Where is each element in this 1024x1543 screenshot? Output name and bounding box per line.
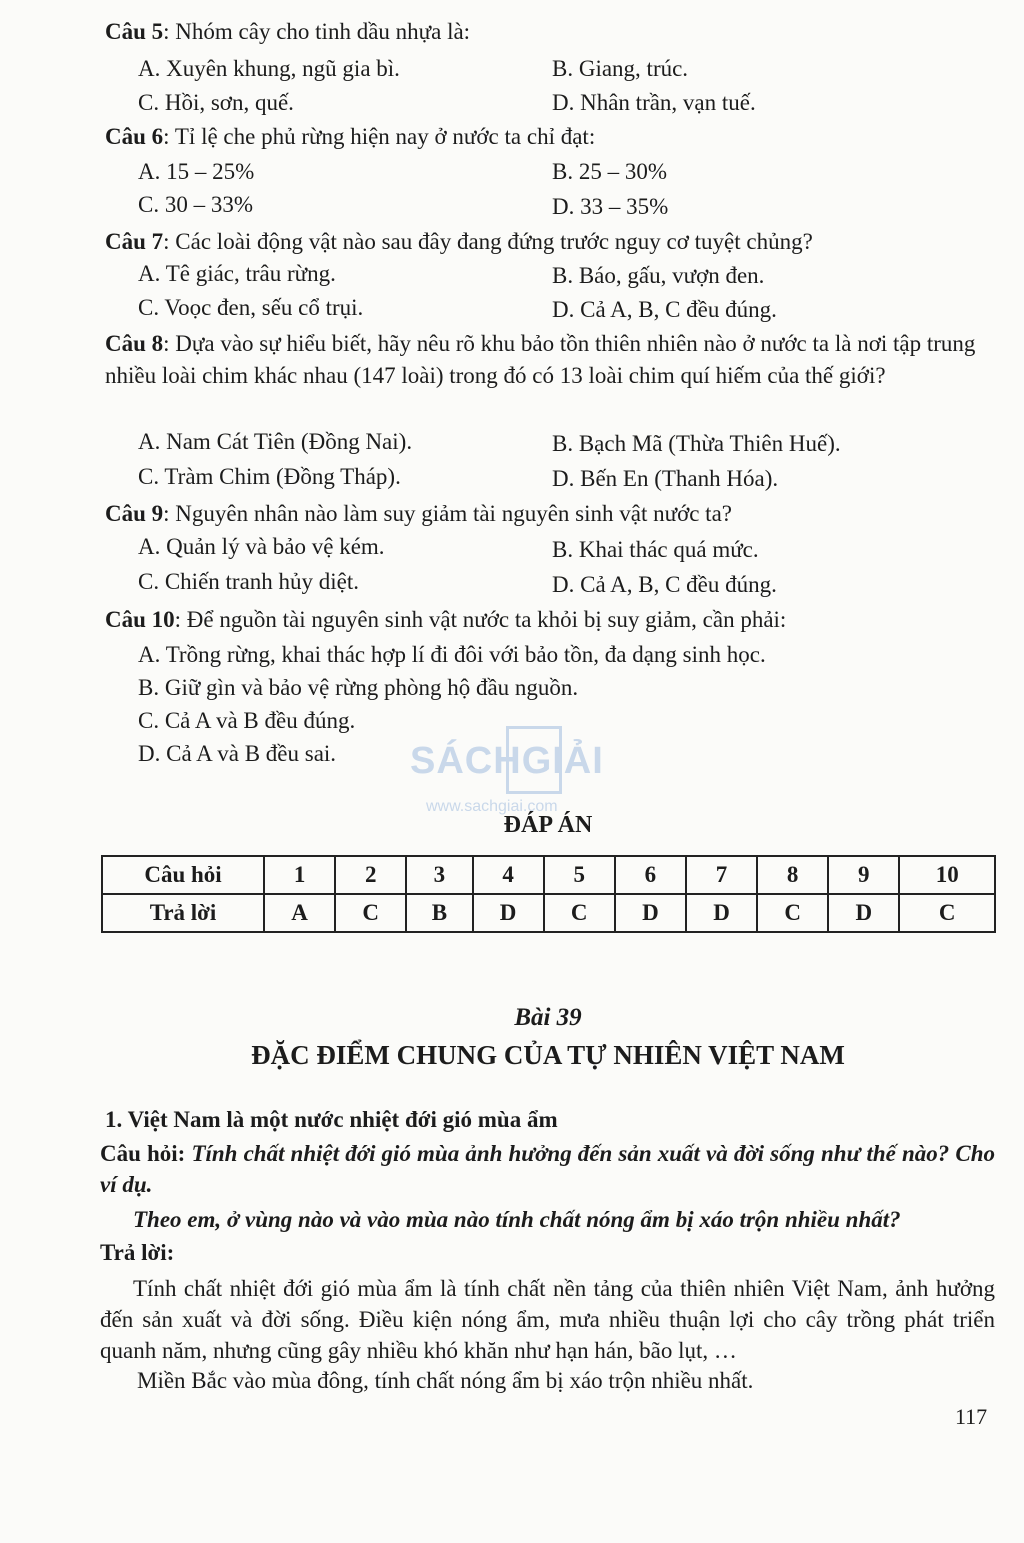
question-label: Câu 6 — [105, 124, 164, 149]
option-b: B. Bạch Mã (Thừa Thiên Huế). — [552, 431, 841, 456]
question-label: Câu 9 — [105, 501, 164, 526]
option-a: A. Xuyên khung, ngũ gia bì. — [138, 56, 400, 81]
answer-table — [101, 855, 996, 933]
answer-letter-cell: C — [757, 894, 828, 932]
option-d: D. Cả A và B đều sai. — [138, 741, 337, 766]
question-label: Câu 10 — [105, 607, 175, 632]
answer-label: Trả lời: — [100, 1240, 175, 1265]
option-a: A. Trồng rừng, khai thác hợp lí đi đôi với bảo tồn, đa dạng sinh học. — [138, 642, 766, 667]
page-number: 117 — [955, 1404, 988, 1429]
answer-letter-cell: D — [473, 894, 544, 932]
table-row — [102, 856, 995, 894]
question-label: Câu 7 — [105, 229, 164, 254]
answer-letter-cell: A — [264, 894, 335, 932]
answer-letter-cell: C — [899, 894, 995, 932]
option-c: C. Chiến tranh hủy diệt. — [138, 569, 360, 594]
lesson-question — [100, 1138, 995, 1200]
question-5 — [105, 16, 1000, 48]
question-text: : Nguyên nhân nào làm suy giảm tài nguyên sinh vật nước ta? — [163, 501, 732, 526]
question-number-cell: 9 — [828, 856, 899, 894]
watermark-brand: SÁCHGIẢI — [410, 740, 604, 782]
answer-paragraph-1: Tính chất nhiệt đới gió mùa ẩm là tính chất nền tảng của thiên nhiên Việt Nam, ảnh hưởng đến sản xuất và đời sống. Điều kiện nóng ẩm, mưa nhiều thuận lợi cho cây trồng phát triển quanh năm, nhưng cũng gây nhiều khó khăn như hạn hán, bão lụt, … — [100, 1276, 995, 1363]
answer-letter-cell: D — [615, 894, 686, 932]
option-b: B. Khai thác quá mức. — [552, 537, 759, 562]
option-d: D. Bến En (Thanh Hóa). — [552, 466, 779, 491]
answer-title: ĐÁP ÁN — [503, 812, 593, 838]
row-header: Câu hỏi — [102, 856, 264, 894]
option-b: B. Giữ gìn và bảo vệ rừng phòng hộ đầu nguồn. — [138, 675, 579, 700]
question-number-cell: 4 — [473, 856, 544, 894]
question-10 — [105, 604, 1000, 636]
question-label: Câu 8 — [105, 331, 164, 356]
option-b: B. 25 – 30% — [552, 159, 667, 184]
question-number-cell: 5 — [544, 856, 615, 894]
answer-letter-cell: D — [686, 894, 757, 932]
question-number-cell: 10 — [899, 856, 995, 894]
option-c: C. Hồi, sơn, quế. — [138, 90, 294, 115]
question-7 — [105, 226, 1000, 258]
question-9 — [105, 498, 1000, 530]
answer-paragraph-2: Miền Bắc vào mùa đông, tính chất nóng ẩm bị xáo trộn nhiều nhất. — [137, 1368, 754, 1393]
answer-letter-cell: D — [828, 894, 899, 932]
question-number-cell: 2 — [335, 856, 406, 894]
question-number-cell: 7 — [686, 856, 757, 894]
question-text: : Để nguồn tài nguyên sinh vật nước ta khỏi bị suy giảm, cần phải: — [174, 607, 787, 632]
option-d: D. Cả A, B, C đều đúng. — [552, 297, 777, 322]
section-heading: 1. Việt Nam là một nước nhiệt đới gió mùa ẩm — [105, 1107, 558, 1132]
question-8 — [105, 328, 1000, 392]
lesson-number: Bài 39 — [514, 1004, 582, 1031]
lesson-question-2: Theo em, ở vùng nào và vào mùa nào tính chất nóng ẩm bị xáo trộn nhiều nhất? — [133, 1207, 901, 1232]
option-c: C. Tràm Chim (Đồng Tháp). — [138, 464, 401, 489]
question-text: : Các loài động vật nào sau đây đang đứng trước nguy cơ tuyệt chủng? — [163, 229, 813, 254]
question-text: Tính chất nhiệt đới gió mùa ảnh hưởng đến sản xuất và đời sống như thế nào? Cho ví dụ. — [100, 1141, 995, 1197]
question-number-cell: 3 — [406, 856, 472, 894]
table-row — [102, 894, 995, 932]
watermark-logo — [410, 722, 620, 822]
option-c: C. 30 – 33% — [138, 192, 253, 217]
question-number-cell: 1 — [264, 856, 335, 894]
option-a: A. Tê giác, trâu rừng. — [138, 261, 336, 286]
answer-letter-cell: C — [335, 894, 406, 932]
question-text: : Nhóm cây cho tinh dầu nhựa là: — [163, 19, 471, 44]
option-b: B. Giang, trúc. — [552, 56, 689, 81]
watermark-url: www.sachgiai.com — [426, 798, 558, 815]
option-d: D. Nhân trần, vạn tuế. — [552, 90, 756, 115]
option-a: A. Nam Cát Tiên (Đồng Nai). — [138, 429, 413, 454]
option-a: A. 15 – 25% — [138, 159, 255, 184]
question-label: Câu hỏi: — [100, 1141, 186, 1166]
question-label: Câu 5 — [105, 19, 164, 44]
answer-letter-cell: B — [406, 894, 472, 932]
option-b: B. Báo, gấu, vượn đen. — [552, 263, 765, 288]
option-c: C. Voọc đen, sếu cổ trụi. — [138, 295, 364, 320]
question-text: : Dựa vào sự hiểu biết, hãy nêu rõ khu bảo tồn thiên nhiên nào ở nước ta là nơi tập trung nhiều loài chim khác nhau (147 loài) trong đó có 13 loài chim quí hiếm của thế giới? — [105, 331, 976, 388]
lesson-title: ĐẶC ĐIỂM CHUNG CỦA TỰ NHIÊN VIỆT NAM — [251, 1040, 845, 1070]
option-c: C. Cả A và B đều đúng. — [138, 708, 356, 733]
question-6 — [105, 121, 1000, 153]
question-number-cell: 6 — [615, 856, 686, 894]
option-d: D. 33 – 35% — [552, 194, 669, 219]
answer-letter-cell: C — [544, 894, 615, 932]
question-number-cell: 8 — [757, 856, 828, 894]
option-a: A. Quản lý và bảo vệ kém. — [138, 534, 385, 559]
row-header: Trả lời — [102, 894, 264, 932]
question-text: : Tỉ lệ che phủ rừng hiện nay ở nước ta chỉ đạt: — [163, 124, 596, 149]
option-d: D. Cả A, B, C đều đúng. — [552, 572, 777, 597]
